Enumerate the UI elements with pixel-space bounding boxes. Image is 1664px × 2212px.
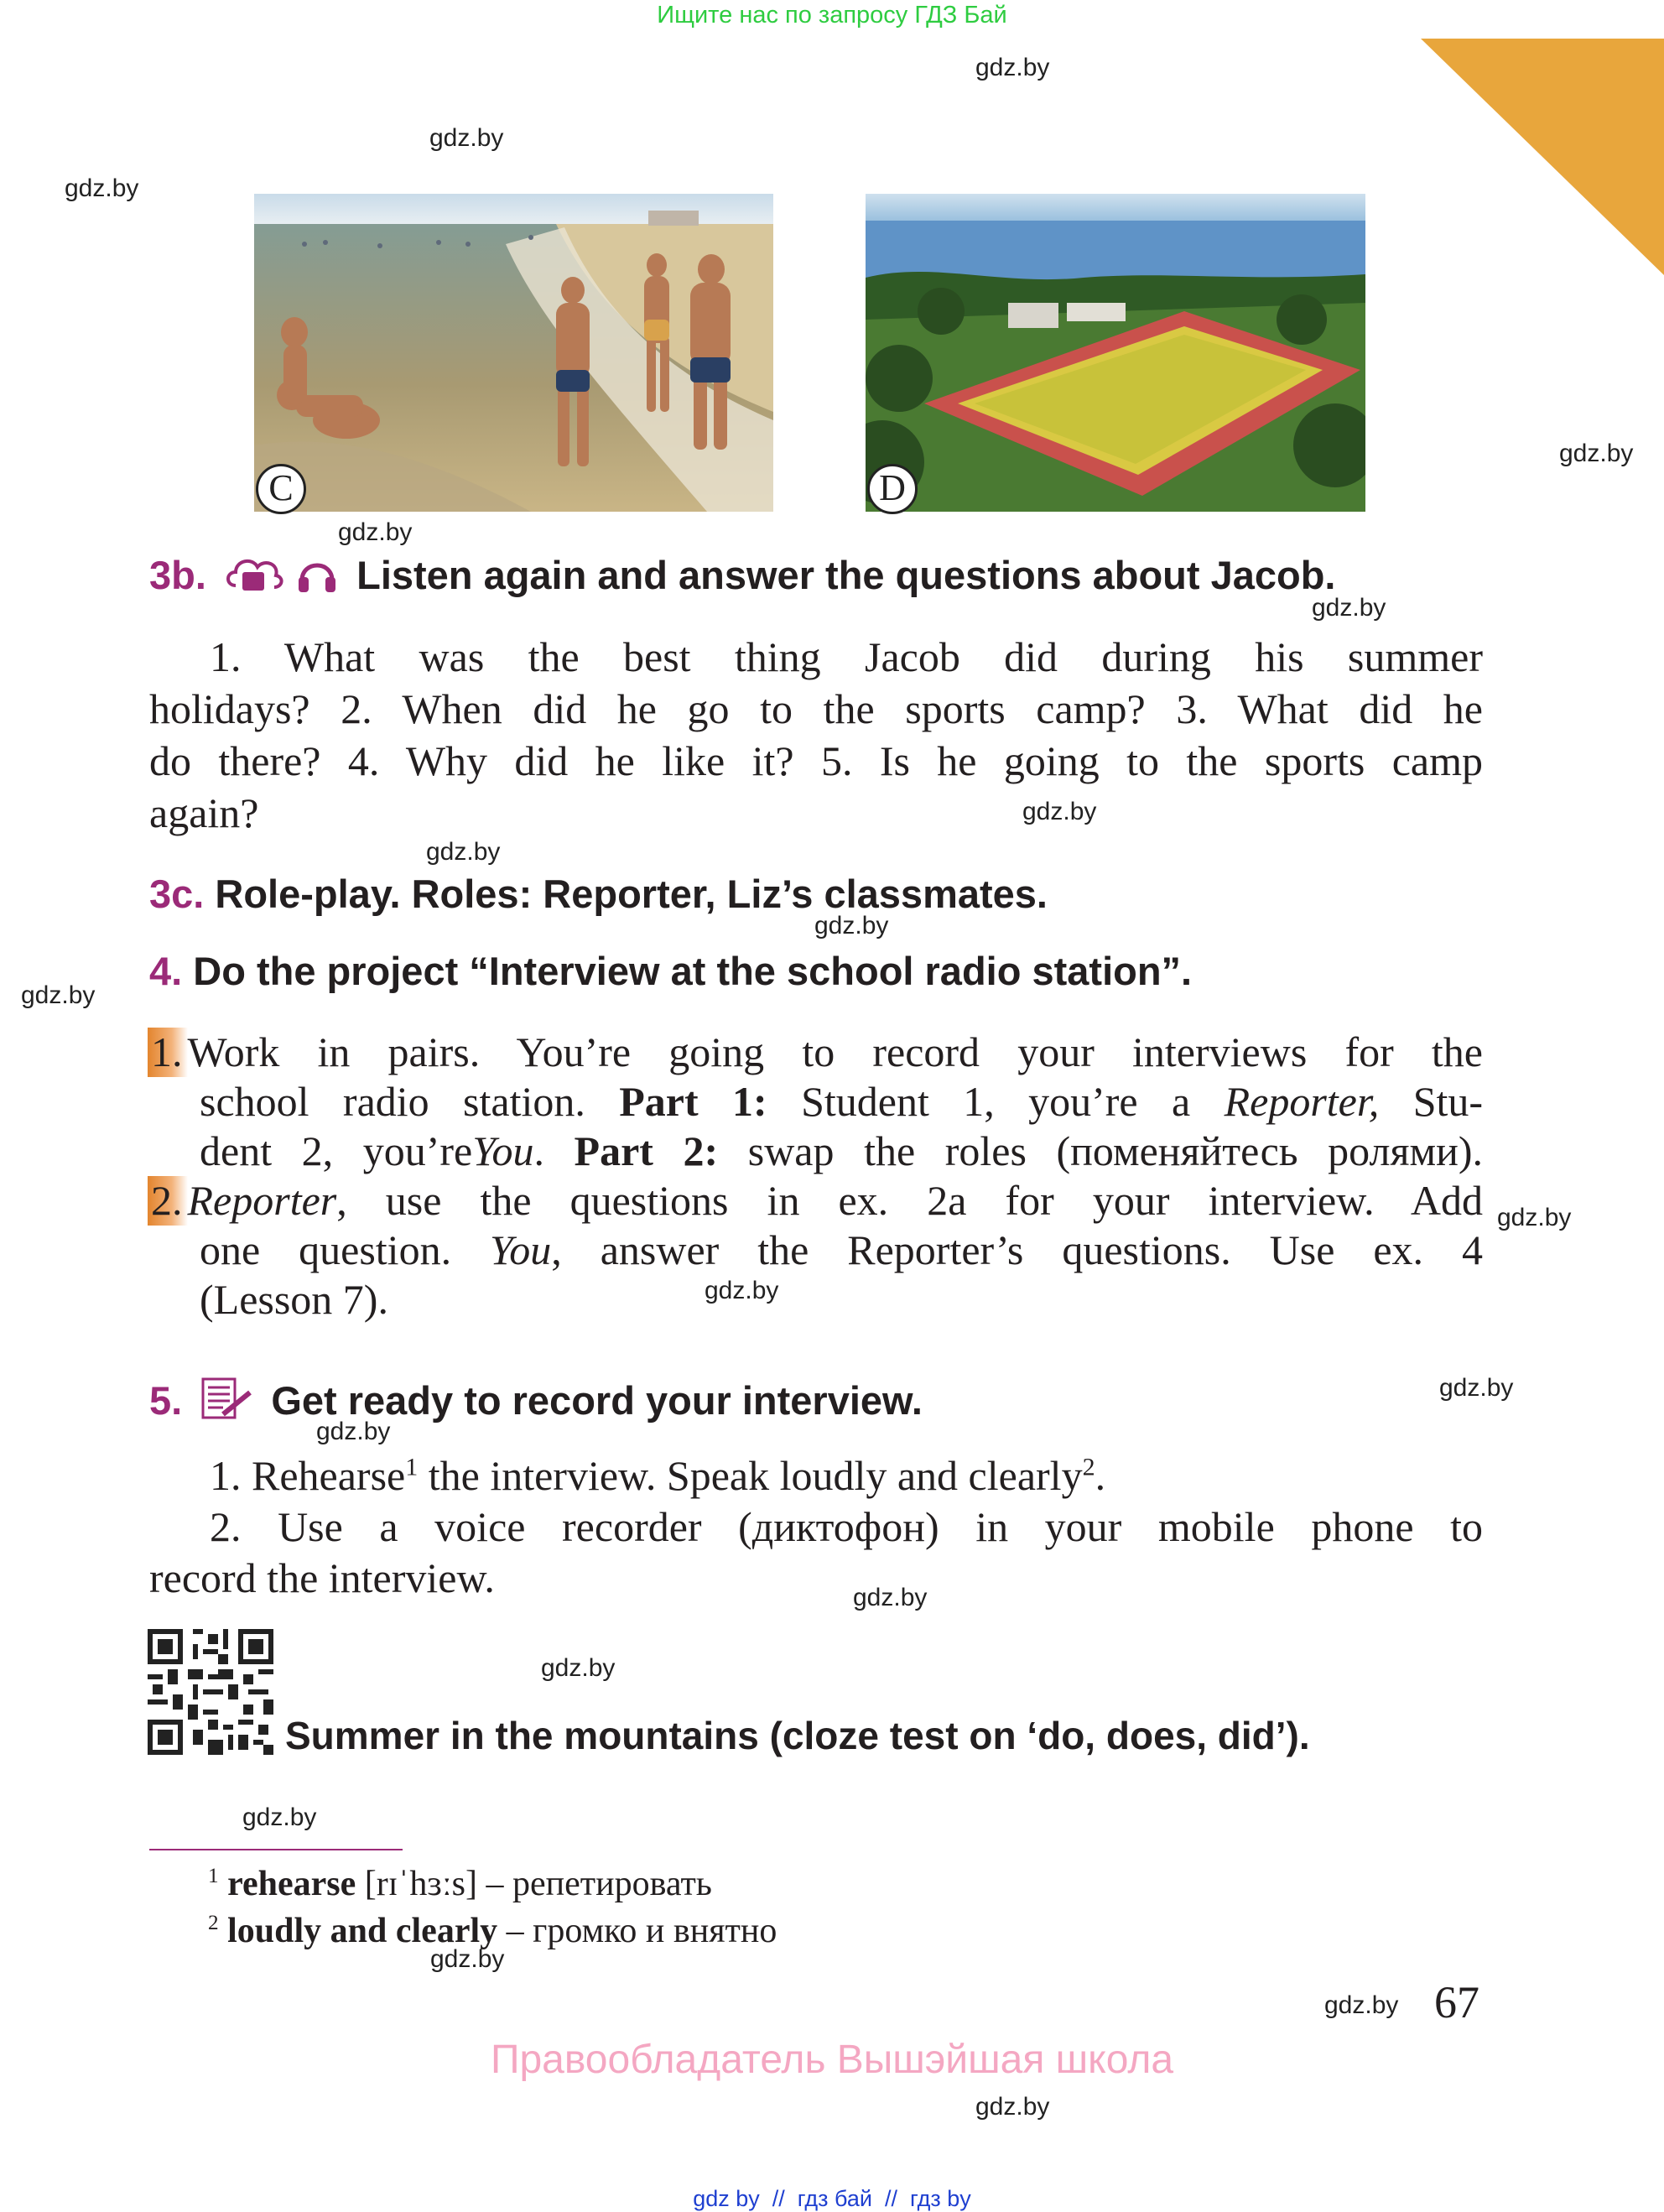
footnote-word: loudly and clearly xyxy=(227,1912,498,1950)
footnote-word: rehearse xyxy=(227,1865,356,1903)
watermark: gdz.by xyxy=(705,1277,779,1304)
text-line xyxy=(149,1450,1483,1502)
footnote-2 xyxy=(208,1911,777,1951)
text-segment: 1. Rehearse xyxy=(210,1452,406,1499)
text-segment: swap the roles (поменяйтесь ролями). xyxy=(747,1127,1483,1174)
notebook-pen-icon xyxy=(198,1376,255,1421)
exercise-3b-title: Listen again and answer the questions about Jacob. xyxy=(356,553,1336,597)
exercise-3b-heading xyxy=(149,552,1336,598)
text-segment: dent 2, you’re xyxy=(200,1127,473,1174)
footnote-translation: – громко и внятно xyxy=(497,1912,777,1950)
photo-stadium xyxy=(866,194,1365,512)
text-line: 1. What was the best thing Jacob did during his summer xyxy=(210,633,1483,680)
footnote-ref[interactable]: 1 xyxy=(405,1453,419,1481)
text-segment: Part 2: xyxy=(574,1127,719,1174)
text-segment: one question. xyxy=(200,1226,452,1273)
copyright-notice: Правообладатель Вышэйшая школа xyxy=(490,2038,1174,2082)
watermark: gdz.by xyxy=(541,1654,616,1682)
cloud-cd-icon xyxy=(224,552,284,596)
top-banner[interactable]: Ищите нас по запросу ГДЗ Бай xyxy=(657,2,1007,29)
watermark: gdz.by xyxy=(814,912,889,939)
headphones-icon xyxy=(295,552,339,596)
step-2-line-2 xyxy=(148,1226,1483,1275)
watermark: gdz.by xyxy=(426,838,501,866)
footnote-divider xyxy=(149,1849,403,1850)
text-line: record the interview. xyxy=(149,1554,495,1601)
watermark: gdz.by xyxy=(429,124,504,152)
exercise-3b-number: 3b. xyxy=(149,553,206,597)
text-line: 2. Use a voice recorder (диктофон) in your mobile phone to xyxy=(210,1503,1483,1550)
watermark: gdz.by xyxy=(1497,1204,1572,1231)
text-segment: Reporter xyxy=(187,1177,337,1224)
watermark: gdz.by xyxy=(430,1945,505,1973)
photo-beach xyxy=(254,194,773,512)
watermark: gdz.by xyxy=(1439,1374,1514,1402)
step-2-line-3: (Lesson 7). xyxy=(200,1276,388,1323)
text-segment: school radio station. xyxy=(200,1078,585,1125)
footnote-number: 2 xyxy=(208,1912,219,1934)
text-segment: , answer the Reporter’s questions. Use ex. 4 xyxy=(551,1226,1483,1273)
exercise-4-heading xyxy=(149,948,1192,994)
text-segment: the interview. Speak loudly and clearly xyxy=(418,1452,1083,1499)
exercise-3c-heading xyxy=(149,871,1048,917)
step-2-line-1 xyxy=(148,1176,1483,1226)
watermark: gdz.by xyxy=(338,518,413,546)
exercise-4-title: Do the project “Interview at the school radio station”. xyxy=(193,949,1193,993)
text-segment: You xyxy=(490,1226,552,1273)
exercise-3c-number: 3c. xyxy=(149,872,205,916)
exercise-3c-title: Role-play. Roles: Reporter, Liz’s classmates. xyxy=(215,872,1048,916)
text-segment: . xyxy=(1095,1452,1106,1499)
watermark: gdz.by xyxy=(65,174,139,202)
exercise-5-title: Get ready to record your interview. xyxy=(271,1378,923,1423)
step-1-line-1 xyxy=(148,1028,1483,1077)
photo-label-d: D xyxy=(867,464,918,514)
text-segment: . xyxy=(533,1127,544,1174)
text-segment: Student 1, you’re a xyxy=(801,1078,1191,1125)
exercise-5-heading xyxy=(149,1376,923,1423)
footnote-number: 1 xyxy=(208,1865,219,1887)
text-segment: You xyxy=(472,1127,534,1174)
text-line: holidays? 2. When did he go to the sports camp? 3. What did he xyxy=(149,685,1483,732)
text-line: do there? 4. Why did he like it? 5. Is he going to the sports camp xyxy=(149,737,1483,784)
watermark: gdz.by xyxy=(21,981,96,1009)
exercise-3b-questions xyxy=(149,631,1483,839)
watermark: gdz.by xyxy=(975,54,1050,81)
qr-code[interactable] xyxy=(148,1629,273,1755)
watermark: gdz.by xyxy=(1324,1991,1399,2019)
watermark: gdz.by xyxy=(242,1803,317,1831)
photo-label-c: C xyxy=(256,464,306,514)
step-1-marker: 1. xyxy=(148,1028,188,1077)
exercise-4-steps xyxy=(148,1028,1483,1325)
footnote-ref[interactable]: 2 xyxy=(1082,1453,1095,1481)
page-number: 67 xyxy=(1434,1977,1479,2027)
text-segment: , use the questions in ex. 2a for your interview. Add xyxy=(336,1177,1483,1224)
text-line: again? xyxy=(149,789,259,836)
watermark: gdz.by xyxy=(853,1584,928,1611)
text-segment: Part 1: xyxy=(619,1078,767,1125)
watermark: gdz.by xyxy=(1312,594,1386,622)
text-segment: Reporter, xyxy=(1224,1078,1380,1125)
watermark: gdz.by xyxy=(1022,798,1097,825)
footnote-1 xyxy=(208,1864,712,1904)
text-segment: Stu- xyxy=(1412,1078,1484,1125)
step-1-line-3 xyxy=(148,1127,1483,1176)
footnote-translation: – репетировать xyxy=(477,1865,712,1903)
exercise-5-instructions xyxy=(149,1450,1483,1604)
qr-caption: Summer in the mountains (cloze test on ‘do, does, did’). xyxy=(285,1714,1310,1757)
watermark: gdz.by xyxy=(316,1418,391,1445)
exercise-4-number: 4. xyxy=(149,949,183,993)
exercise-5-number: 5. xyxy=(149,1378,183,1423)
bottom-links[interactable]: gdz by // гдз бай // гдз by xyxy=(693,2186,971,2211)
step-1-line-2 xyxy=(148,1077,1483,1127)
watermark: gdz.by xyxy=(975,2093,1050,2121)
watermark: gdz.by xyxy=(1559,440,1634,467)
footnote-pronunciation: [rɪˈhɜːs] xyxy=(356,1865,478,1903)
text-segment: Work in pairs. You’re going to record your interviews for the xyxy=(187,1028,1483,1075)
step-2-marker: 2. xyxy=(148,1176,188,1226)
